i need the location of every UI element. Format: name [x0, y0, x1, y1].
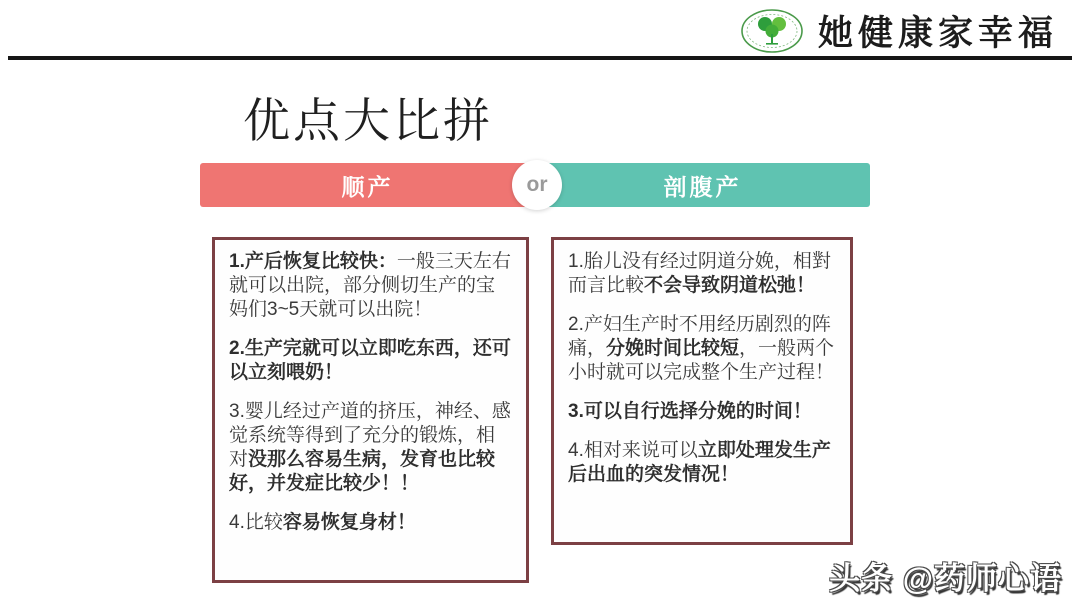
clover-logo-icon [740, 8, 804, 54]
versus-left-natural-birth [200, 163, 535, 207]
versus-right-cesarean [535, 163, 870, 207]
watermark: 头条 @药师心语 [829, 561, 1062, 596]
or-badge [512, 160, 562, 210]
advantage-item: 4.相对来说可以立即处理发生产后出血的突发情况！ [568, 440, 831, 485]
advantage-item: 3.婴儿经过产道的挤压，神经、感觉系统等得到了充分的锻炼，相对没那么容易生病，发育也比较好，并发症比较少！！ [229, 401, 511, 494]
page-title: 优点大比拼 [243, 96, 493, 148]
natural-birth-label: 顺产 [341, 173, 394, 200]
advantage-item: 1.胎儿没有经过阴道分娩，相對而言比較不会导致阴道松弛！ [568, 251, 831, 296]
advantage-item: 2.产妇生产时不用经历剧烈的阵痛，分娩时间比较短，一般两个小时就可以完成整个生产过程！ [568, 314, 835, 383]
versus-bar [200, 163, 870, 207]
cesarean-label: 剖腹产 [663, 173, 742, 200]
natural-birth-advantages-box [212, 237, 529, 583]
advantage-item: 1.产后恢复比较快：一般三天左右就可以出院，部分侧切生产的宝妈们3~5天就可以出院！ [229, 251, 511, 320]
advantage-item: 4.比较容易恢复身材！ [229, 512, 416, 533]
cesarean-advantages-box [551, 237, 853, 545]
or-label: or [526, 173, 548, 196]
brand-name: 她健康家幸福 [817, 14, 1058, 53]
header-divider [8, 56, 1072, 60]
advantage-item: 2.生产完就可以立即吃东西，还可以立刻喂奶！ [229, 338, 511, 383]
brand-header [740, 6, 1058, 56]
advantage-item: 3.可以自行选择分娩的时间！ [568, 401, 812, 422]
